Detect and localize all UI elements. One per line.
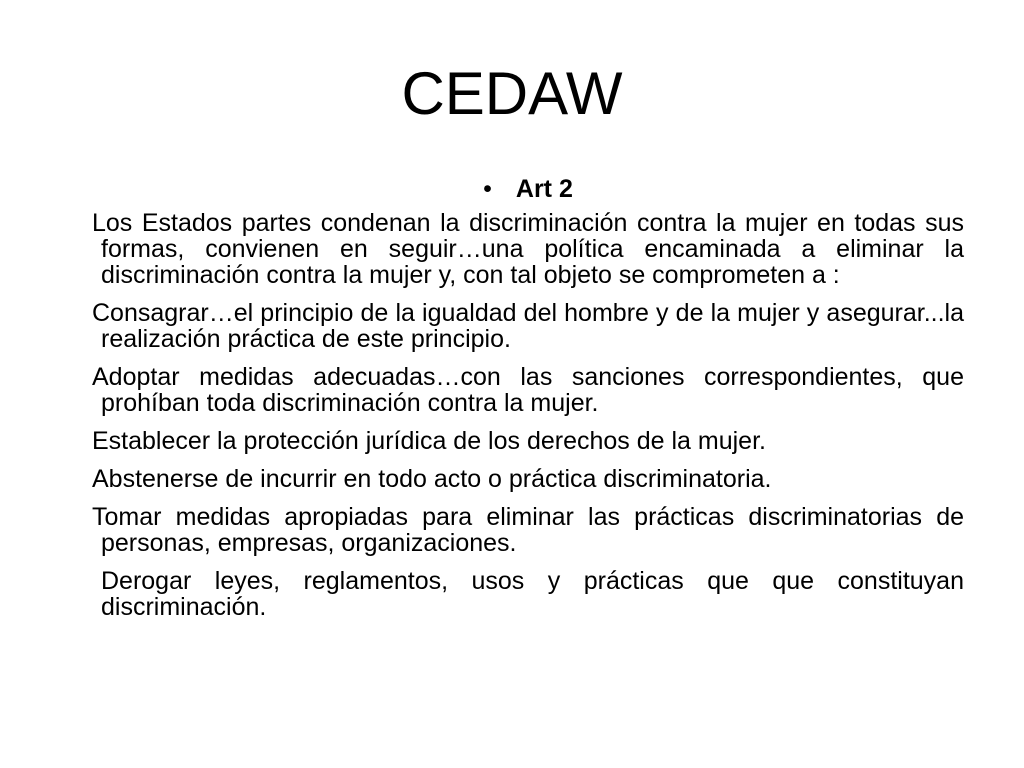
paragraph-adoptar: Adoptar medidas adecuadas…con las sanciones correspondientes, que prohíban toda discriminación contra la mujer. <box>92 363 964 417</box>
paragraph-intro: Los Estados partes condenan la discriminación contra la mujer en todas sus formas, convienen en seguir…una política encaminada a eliminar la discriminación contra la mujer y, con tal objeto se comprometen a : <box>92 209 964 289</box>
paragraph-tomar: Tomar medidas apropiadas para eliminar las prácticas discriminatorias de personas, empresas, organizaciones. <box>92 503 964 557</box>
slide-content <box>92 176 964 632</box>
article-label: Art 2 <box>515 175 573 203</box>
paragraph-consagrar: Consagrar…el principio de la igualdad del hombre y de la mujer y asegurar...la realización práctica de este principio. <box>92 299 964 353</box>
slide-title: CEDAW <box>401 60 623 127</box>
paragraph-establecer: Establecer la protección jurídica de los derechos de la mujer. <box>92 427 766 455</box>
paragraph-derogar: Derogar leyes, reglamentos, usos y prácticas que que constituyan discriminación. <box>101 567 964 621</box>
article-heading <box>92 176 964 202</box>
bullet-icon: • <box>483 175 492 203</box>
paragraph-abstenerse: Abstenerse de incurrir en todo acto o práctica discriminatoria. <box>92 465 772 493</box>
